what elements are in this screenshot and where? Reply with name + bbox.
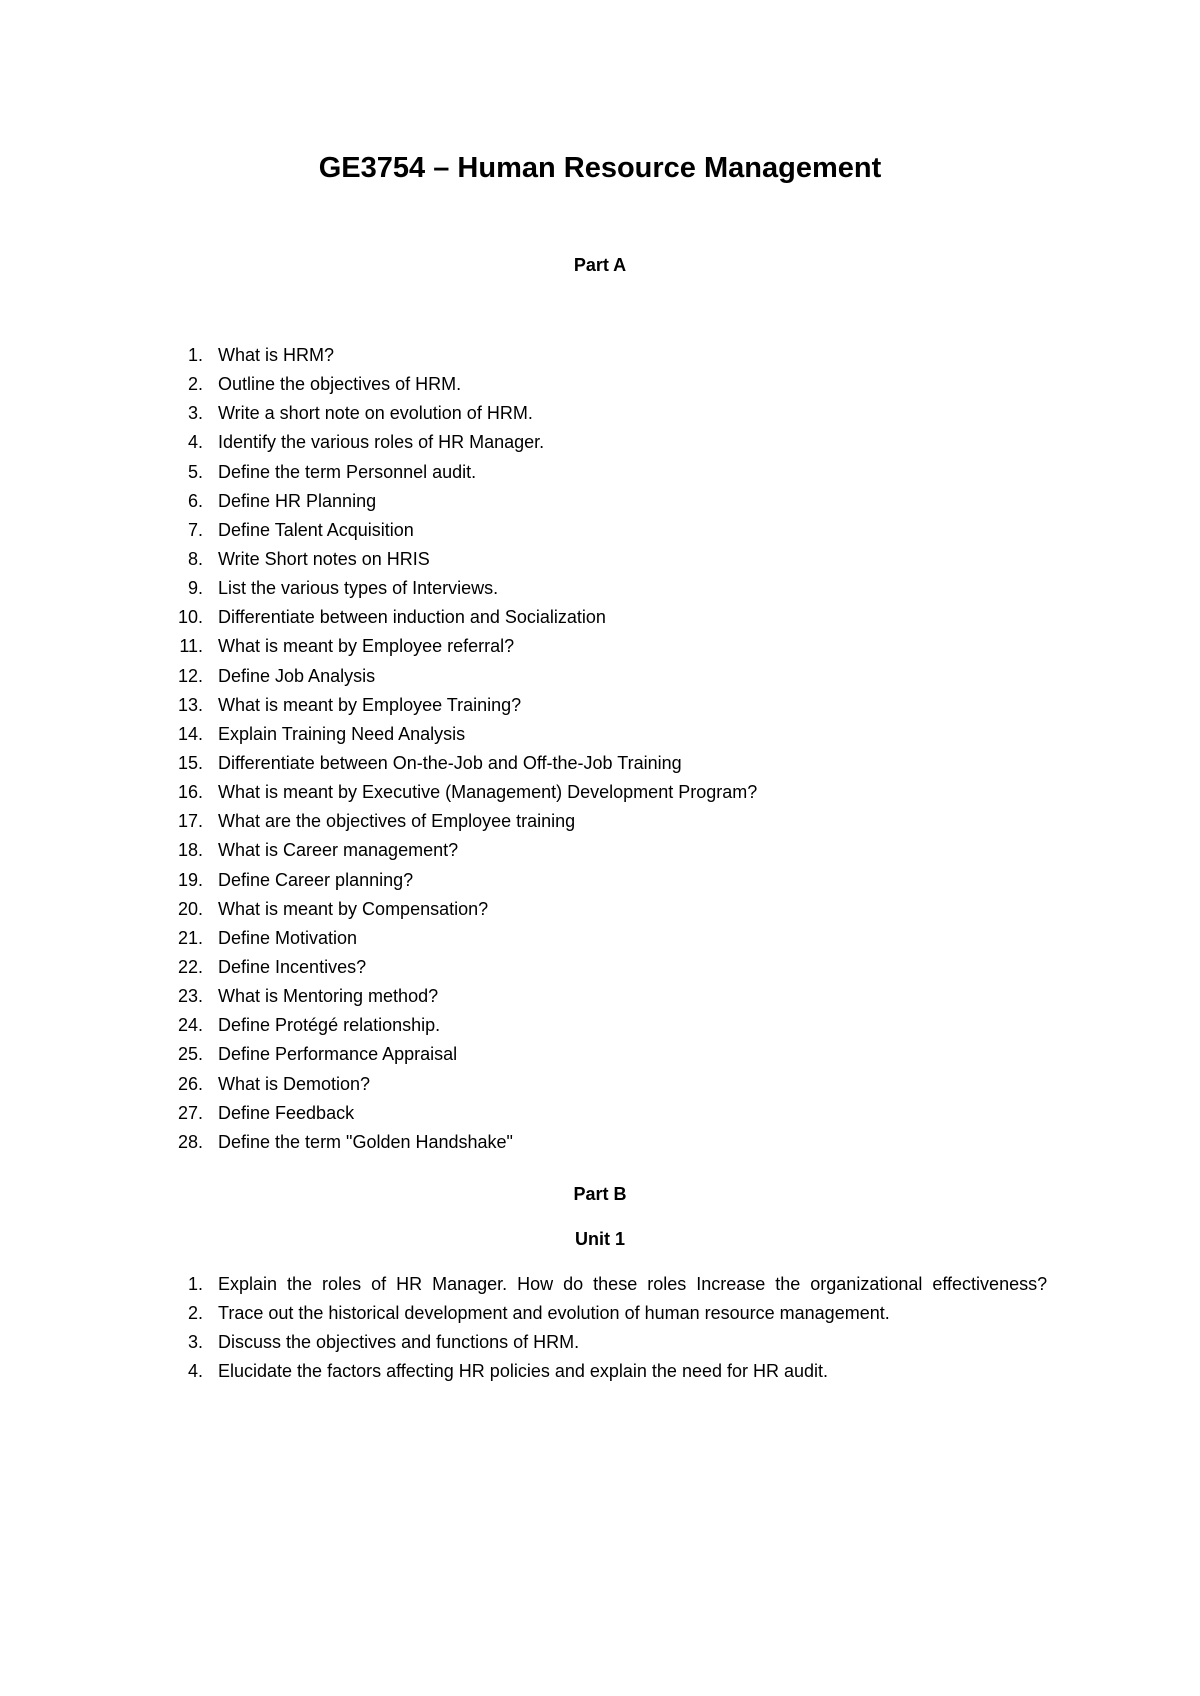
list-item: [0, 603, 1200, 632]
question-number: 23.: [177, 986, 203, 1007]
question-number: 16.: [177, 782, 203, 803]
list-item: [0, 458, 1200, 487]
part-a-heading: Part A: [573, 255, 627, 275]
list-item: [0, 545, 1200, 574]
list-item: [0, 1299, 1200, 1328]
list-item: [0, 1128, 1200, 1157]
question-number: 11.: [179, 636, 203, 657]
question-text: What is meant by Employee referral?: [218, 636, 515, 657]
question-number: 2.: [187, 1303, 203, 1324]
question-text: Define HR Planning: [218, 490, 377, 511]
question-number: 6.: [187, 490, 203, 511]
question-number: 1.: [187, 345, 203, 365]
question-text: What is HRM?: [218, 345, 335, 365]
part-b-question-list: [0, 1270, 1200, 1387]
question-text: Define Feedback: [218, 1102, 355, 1123]
question-text: What is Mentoring method?: [218, 986, 439, 1007]
list-item: [0, 399, 1200, 428]
question-text: Define Motivation: [218, 927, 358, 948]
question-number: 18.: [177, 840, 203, 861]
list-item: [0, 749, 1200, 778]
list-item: [0, 953, 1200, 982]
list-item: [0, 895, 1200, 924]
question-number: 10.: [177, 607, 203, 628]
question-number: 17.: [177, 811, 203, 832]
question-number: 24.: [177, 1015, 203, 1036]
question-number: 4.: [187, 432, 203, 453]
list-item: [0, 1357, 1200, 1386]
list-item: [0, 1011, 1200, 1040]
question-text: Write Short notes on HRIS: [218, 548, 430, 569]
list-item: [0, 807, 1200, 836]
question-text: Trace out the historical development and evolution of human resource management.: [218, 1303, 890, 1324]
question-number: 28.: [177, 1131, 203, 1152]
list-item: [0, 574, 1200, 603]
list-item: [0, 1270, 1200, 1299]
list-item: [0, 836, 1200, 865]
list-item: [0, 1328, 1200, 1357]
question-text: Identify the various roles of HR Manager.: [218, 432, 545, 453]
question-number: 5.: [187, 461, 203, 482]
part-a-question-list: [0, 341, 1200, 1157]
list-item: [0, 1040, 1200, 1069]
list-item: [0, 982, 1200, 1011]
question-number: 21.: [177, 927, 203, 948]
question-text: What are the objectives of Employee training: [218, 811, 576, 832]
question-number: 27.: [177, 1102, 203, 1123]
question-text: Define Talent Acquisition: [218, 519, 414, 540]
question-text: Explain Training Need Analysis: [218, 723, 466, 744]
question-text: What is meant by Compensation?: [218, 898, 489, 919]
list-item: [0, 778, 1200, 807]
list-item: [0, 487, 1200, 516]
question-text: Differentiate between induction and Socialization: [218, 607, 606, 628]
list-item: [0, 720, 1200, 749]
question-text: What is Career management?: [218, 840, 459, 861]
question-number: 25.: [177, 1044, 203, 1065]
question-text: Define Protégé relationship.: [218, 1015, 441, 1036]
question-number: 8.: [187, 548, 203, 569]
question-number: 9.: [187, 578, 203, 599]
list-item: [0, 662, 1200, 691]
question-number: 3.: [187, 1332, 203, 1353]
question-number: 12.: [177, 665, 203, 686]
question-number: 13.: [177, 694, 203, 715]
list-item: [0, 370, 1200, 399]
list-item: [0, 866, 1200, 895]
question-number: 15.: [177, 752, 203, 773]
question-text: Define Career planning?: [218, 869, 414, 890]
question-text: Differentiate between On-the-Job and Off-the-Job Training: [218, 752, 682, 773]
list-item: [0, 1070, 1200, 1099]
question-text: What is Demotion?: [218, 1073, 371, 1094]
question-text: List the various types of Interviews.: [218, 578, 499, 599]
list-item: [0, 516, 1200, 545]
page-title: GE3754 – Human Resource Management: [318, 152, 882, 184]
question-text: Define Performance Appraisal: [218, 1044, 458, 1065]
unit-1-heading: Unit 1: [574, 1229, 625, 1249]
question-text: Outline the objectives of HRM.: [218, 374, 462, 395]
list-item: [0, 924, 1200, 953]
question-text: What is meant by Executive (Management) Development Program?: [218, 782, 758, 803]
part-b-heading: Part B: [573, 1184, 627, 1204]
question-number: 14.: [177, 723, 203, 744]
question-number: 20.: [177, 898, 203, 919]
question-number: 19.: [177, 869, 203, 890]
question-text: What is meant by Employee Training?: [218, 694, 522, 715]
list-item: [0, 691, 1200, 720]
question-text: Elucidate the factors affecting HR policies and explain the need for HR audit.: [218, 1361, 829, 1382]
question-number: 3.: [187, 403, 203, 424]
question-text: Define Incentives?: [218, 956, 367, 977]
question-number: 4.: [187, 1361, 203, 1382]
question-number: 26.: [177, 1073, 203, 1094]
question-text: Define the term "Golden Handshake": [218, 1131, 513, 1152]
list-item: [0, 632, 1200, 661]
question-number: 2.: [187, 374, 203, 395]
question-text: Define the term Personnel audit.: [218, 461, 477, 482]
question-number: 1.: [187, 1274, 203, 1294]
list-item: [0, 341, 1200, 370]
list-item: [0, 428, 1200, 457]
question-number: 22.: [177, 956, 203, 977]
question-number: 7.: [187, 519, 203, 540]
question-text: Define Job Analysis: [218, 665, 376, 686]
question-text: Discuss the objectives and functions of HRM.: [218, 1332, 580, 1353]
question-text: Explain the roles of HR Manager. How do these roles Increase the organizational effectiveness?: [218, 1274, 1048, 1294]
list-item: [0, 1099, 1200, 1128]
question-text: Write a short note on evolution of HRM.: [218, 403, 533, 424]
